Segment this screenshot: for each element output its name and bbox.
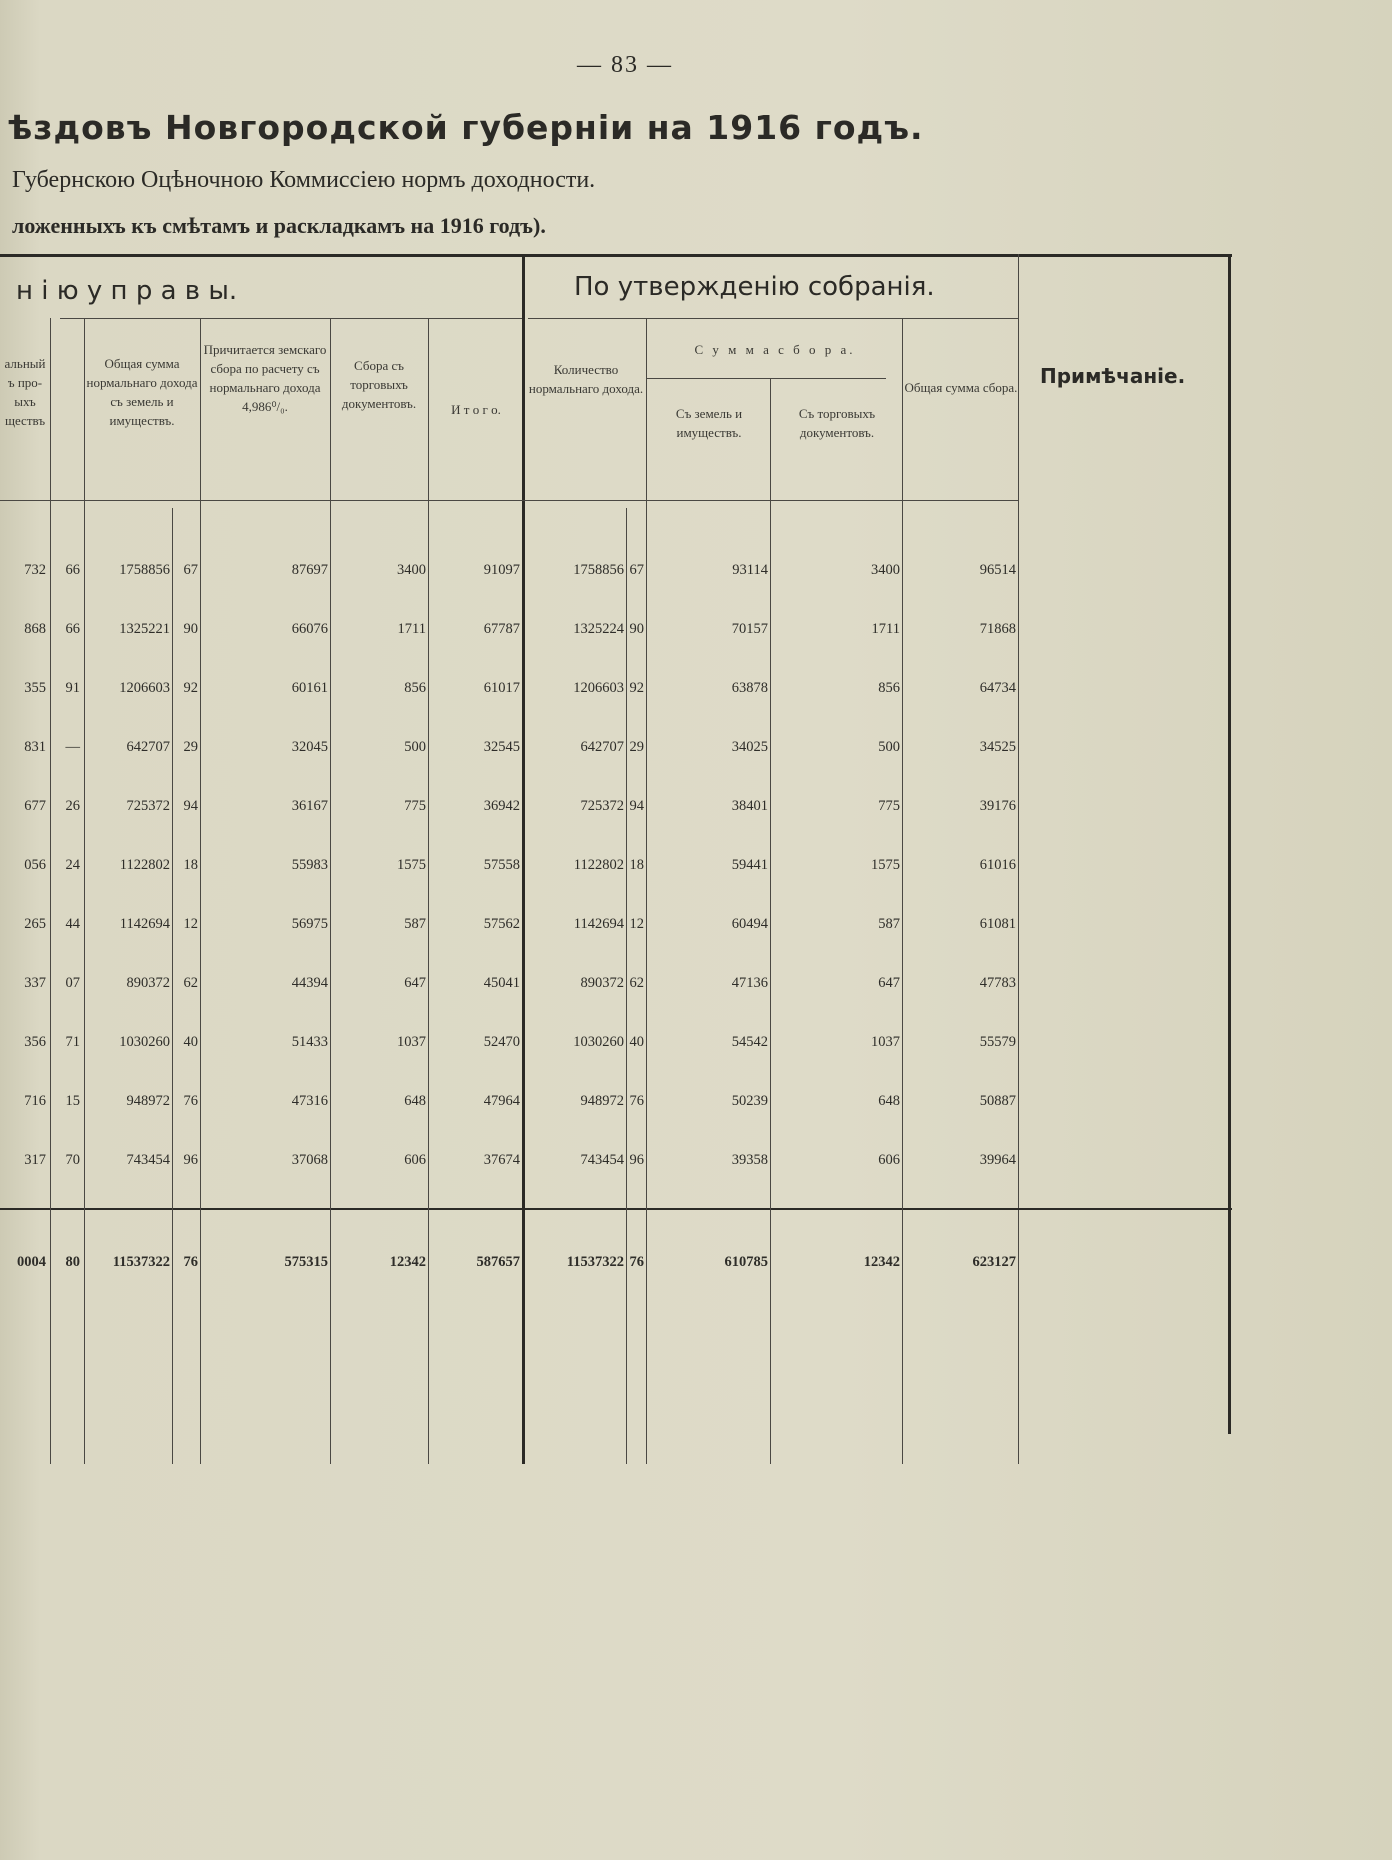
table-cell-f: 775 bbox=[404, 798, 426, 814]
table-cell-k: 647 bbox=[878, 975, 900, 991]
table-cell-h: 1122802 bbox=[573, 857, 624, 873]
table-cell-d: 67 bbox=[183, 562, 198, 578]
table-cell-k: 12342 bbox=[863, 1254, 900, 1270]
col-header-trade: Сбора съ торговыхъ документовъ. bbox=[341, 358, 417, 411]
col-header-income: Общая сумма нормальнаго дохода съ земель и имуществъ. bbox=[86, 356, 198, 428]
table-cell-l: 50887 bbox=[979, 1093, 1016, 1109]
table-cell-e: 47316 bbox=[291, 1093, 328, 1109]
table-cell-c: 11537322 bbox=[112, 1254, 170, 1270]
table-cell-b: 70 bbox=[65, 1152, 80, 1168]
table-cell-g: 91097 bbox=[483, 562, 520, 578]
table-cell-e: 60161 bbox=[291, 680, 328, 696]
table-cell-i: 67 bbox=[629, 562, 644, 578]
table-cell-a: 056 bbox=[24, 857, 46, 873]
table-cell-i: 18 bbox=[629, 857, 644, 873]
section-sobranie: По утвержденію собранія. bbox=[574, 272, 935, 302]
table-cell-g: 587657 bbox=[476, 1254, 520, 1270]
table-cell-l: 39176 bbox=[979, 798, 1016, 814]
table-cell-l: 61081 bbox=[979, 916, 1016, 932]
table-cell-d: 62 bbox=[183, 975, 198, 991]
table-cell-b: 26 bbox=[65, 798, 80, 814]
col-header-levy: Причитается земскаго сбора по расчету съ нормальнаго дохода 4,986⁰/₀. bbox=[203, 342, 327, 414]
col-rule bbox=[50, 318, 51, 1464]
table-cell-h: 1142694 bbox=[573, 916, 624, 932]
table-cell-d: 76 bbox=[183, 1093, 198, 1109]
table-cell-k: 856 bbox=[878, 680, 900, 696]
table-cell-l: 55579 bbox=[979, 1034, 1016, 1050]
table-cell-e: 66076 bbox=[291, 621, 328, 637]
col-header-0: альный ъ про- ыхъ ществъ bbox=[4, 356, 46, 428]
col-header-land: Съ земель и имуществъ. bbox=[675, 406, 743, 440]
table-cell-l: 34525 bbox=[979, 739, 1016, 755]
table-cell-b: 66 bbox=[65, 621, 80, 637]
table-cell-b: 24 bbox=[65, 857, 80, 873]
table-cell-h: 890372 bbox=[580, 975, 624, 991]
table-cell-i: 76 bbox=[629, 1093, 644, 1109]
table-cell-h: 725372 bbox=[580, 798, 624, 814]
table-cell-a: 317 bbox=[24, 1152, 46, 1168]
table-cell-g: 32545 bbox=[483, 739, 520, 755]
col-header-overall: Общая сумма сбора. bbox=[904, 380, 1018, 395]
table-cell-c: 1122802 bbox=[119, 857, 170, 873]
table-cell-b: 07 bbox=[65, 975, 80, 991]
table-cell-b: — bbox=[65, 739, 80, 755]
table-cell-k: 3400 bbox=[871, 562, 900, 578]
table-cell-a: 355 bbox=[24, 680, 46, 696]
table-cell-d: 40 bbox=[183, 1034, 198, 1050]
page-title: ѣздовъ Новгородской губерніи на 1916 годъ. bbox=[8, 108, 924, 147]
table-cell-c: 1758856 bbox=[119, 562, 170, 578]
table-cell-d: 90 bbox=[183, 621, 198, 637]
table-cell-j: 54542 bbox=[731, 1034, 768, 1050]
table-cell-a: 0004 bbox=[17, 1254, 46, 1270]
section-uprava: н і ю у п р а в ы. bbox=[16, 276, 238, 306]
table-cell-e: 55983 bbox=[291, 857, 328, 873]
revenue-table bbox=[0, 254, 1232, 1464]
table-cell-b: 15 bbox=[65, 1093, 80, 1109]
left-section-rule bbox=[60, 318, 522, 319]
table-cell-f: 1037 bbox=[397, 1034, 426, 1050]
table-top-rule bbox=[0, 254, 1232, 257]
table-cell-f: 648 bbox=[404, 1093, 426, 1109]
note-heading: Примѣчаніе. bbox=[1040, 364, 1186, 388]
table-cell-b: 80 bbox=[65, 1254, 80, 1270]
table-cell-d: 29 bbox=[183, 739, 198, 755]
col-header-sum-group: С у м м а с б о р а. bbox=[694, 342, 856, 357]
table-cell-b: 91 bbox=[65, 680, 80, 696]
table-cell-d: 18 bbox=[183, 857, 198, 873]
page-subtitle-2: ложенныхъ къ смѣтамъ и раскладкамъ на 1916 годъ). bbox=[12, 213, 546, 238]
table-cell-f: 587 bbox=[404, 916, 426, 932]
table-cell-c: 1142694 bbox=[119, 916, 170, 932]
col-header-trade-docs: Съ торговыхъ документовъ. bbox=[798, 406, 876, 440]
table-cell-c: 1325221 bbox=[119, 621, 170, 637]
table-cell-d: 92 bbox=[183, 680, 198, 696]
table-cell-k: 500 bbox=[878, 739, 900, 755]
section-divider-rule bbox=[522, 254, 525, 1464]
page-subtitle: Губернскою Оцѣночною Коммиссіею нормъ доходности. bbox=[12, 167, 596, 193]
table-right-rule bbox=[1228, 254, 1231, 1434]
table-cell-l: 47783 bbox=[979, 975, 1016, 991]
table-cell-j: 47136 bbox=[731, 975, 768, 991]
table-cell-h: 1030260 bbox=[573, 1034, 624, 1050]
table-cell-h: 1325224 bbox=[573, 621, 624, 637]
col-rule bbox=[84, 318, 85, 1464]
col-rule bbox=[200, 318, 201, 1464]
table-cell-b: 66 bbox=[65, 562, 80, 578]
table-cell-i: 92 bbox=[629, 680, 644, 696]
table-cell-j: 70157 bbox=[731, 621, 768, 637]
table-cell-h: 642707 bbox=[580, 739, 624, 755]
table-cell-e: 56975 bbox=[291, 916, 328, 932]
table-cell-g: 47964 bbox=[483, 1093, 520, 1109]
table-cell-c: 743454 bbox=[126, 1152, 170, 1168]
col-rule bbox=[770, 378, 771, 1464]
table-cell-l: 61016 bbox=[979, 857, 1016, 873]
table-cell-c: 725372 bbox=[126, 798, 170, 814]
right-section-rule bbox=[528, 318, 1018, 319]
table-cell-e: 575315 bbox=[284, 1254, 328, 1270]
table-cell-b: 71 bbox=[65, 1034, 80, 1050]
table-cell-i: 12 bbox=[629, 916, 644, 932]
table-cell-k: 1711 bbox=[871, 621, 900, 637]
table-cell-f: 12342 bbox=[389, 1254, 426, 1270]
table-cell-d: 12 bbox=[183, 916, 198, 932]
table-cell-c: 890372 bbox=[126, 975, 170, 991]
table-cell-g: 57562 bbox=[483, 916, 520, 932]
table-cell-g: 37674 bbox=[483, 1152, 520, 1168]
table-cell-l: 71868 bbox=[979, 621, 1016, 637]
table-cell-a: 868 bbox=[24, 621, 46, 637]
header-bottom-rule bbox=[0, 500, 1018, 501]
table-cell-e: 32045 bbox=[291, 739, 328, 755]
table-cell-k: 1575 bbox=[871, 857, 900, 873]
table-cell-f: 647 bbox=[404, 975, 426, 991]
table-cell-i: 62 bbox=[629, 975, 644, 991]
table-cell-l: 39964 bbox=[979, 1152, 1016, 1168]
table-cell-d: 96 bbox=[183, 1152, 198, 1168]
table-cell-j: 39358 bbox=[731, 1152, 768, 1168]
total-rule bbox=[0, 1208, 1232, 1210]
table-cell-g: 67787 bbox=[483, 621, 520, 637]
table-cell-i: 90 bbox=[629, 621, 644, 637]
table-cell-i: 40 bbox=[629, 1034, 644, 1050]
table-cell-g: 61017 bbox=[483, 680, 520, 696]
table-cell-f: 856 bbox=[404, 680, 426, 696]
table-cell-h: 948972 bbox=[580, 1093, 624, 1109]
table-cell-k: 1037 bbox=[871, 1034, 900, 1050]
col-rule bbox=[646, 318, 647, 1464]
table-cell-l: 96514 bbox=[979, 562, 1016, 578]
table-cell-g: 45041 bbox=[483, 975, 520, 991]
page-number: — 83 — bbox=[577, 52, 673, 78]
table-cell-a: 265 bbox=[24, 916, 46, 932]
table-cell-a: 337 bbox=[24, 975, 46, 991]
table-cell-g: 36942 bbox=[483, 798, 520, 814]
table-cell-h: 11537322 bbox=[566, 1254, 624, 1270]
table-cell-j: 38401 bbox=[731, 798, 768, 814]
table-cell-k: 587 bbox=[878, 916, 900, 932]
table-cell-f: 3400 bbox=[397, 562, 426, 578]
table-cell-g: 52470 bbox=[483, 1034, 520, 1050]
table-cell-j: 59441 bbox=[731, 857, 768, 873]
col-rule bbox=[902, 318, 903, 1464]
table-cell-j: 34025 bbox=[731, 739, 768, 755]
table-cell-i: 96 bbox=[629, 1152, 644, 1168]
table-cell-a: 831 bbox=[24, 739, 46, 755]
table-cell-h: 1758856 bbox=[573, 562, 624, 578]
table-cell-k: 775 bbox=[878, 798, 900, 814]
col-rule bbox=[172, 508, 173, 1464]
table-cell-j: 93114 bbox=[732, 562, 768, 578]
table-cell-k: 606 bbox=[878, 1152, 900, 1168]
table-cell-a: 716 bbox=[24, 1093, 46, 1109]
table-cell-e: 37068 bbox=[291, 1152, 328, 1168]
table-cell-f: 500 bbox=[404, 739, 426, 755]
table-cell-l: 64734 bbox=[979, 680, 1016, 696]
table-cell-h: 1206603 bbox=[573, 680, 624, 696]
table-cell-j: 610785 bbox=[724, 1254, 768, 1270]
table-cell-a: 732 bbox=[24, 562, 46, 578]
note-divider-rule bbox=[1018, 254, 1019, 1464]
table-cell-f: 606 bbox=[404, 1152, 426, 1168]
table-cell-c: 1206603 bbox=[119, 680, 170, 696]
table-cell-d: 94 bbox=[183, 798, 198, 814]
table-cell-g: 57558 bbox=[483, 857, 520, 873]
table-cell-e: 51433 bbox=[291, 1034, 328, 1050]
table-cell-f: 1711 bbox=[397, 621, 426, 637]
col-rule bbox=[428, 318, 429, 1464]
table-cell-d: 76 bbox=[183, 1254, 198, 1270]
table-cell-c: 1030260 bbox=[119, 1034, 170, 1050]
table-cell-i: 29 bbox=[629, 739, 644, 755]
table-cell-j: 60494 bbox=[731, 916, 768, 932]
table-cell-j: 63878 bbox=[731, 680, 768, 696]
table-cell-c: 948972 bbox=[126, 1093, 170, 1109]
sum-group-rule bbox=[646, 378, 886, 379]
col-rule bbox=[330, 318, 331, 1464]
table-cell-c: 642707 bbox=[126, 739, 170, 755]
table-cell-e: 44394 bbox=[291, 975, 328, 991]
table-cell-l: 623127 bbox=[972, 1254, 1016, 1270]
table-cell-h: 743454 bbox=[580, 1152, 624, 1168]
table-cell-i: 76 bbox=[629, 1254, 644, 1270]
table-cell-e: 36167 bbox=[291, 798, 328, 814]
table-cell-b: 44 bbox=[65, 916, 80, 932]
table-cell-k: 648 bbox=[878, 1093, 900, 1109]
table-cell-f: 1575 bbox=[397, 857, 426, 873]
table-cell-e: 87697 bbox=[291, 562, 328, 578]
table-cell-a: 356 bbox=[24, 1034, 46, 1050]
col-header-normal-income: Количество нормальнаго дохода. bbox=[528, 362, 644, 396]
col-rule bbox=[626, 508, 627, 1464]
table-cell-i: 94 bbox=[629, 798, 644, 814]
col-header-total: И т о г о. bbox=[451, 402, 501, 417]
table-cell-j: 50239 bbox=[731, 1093, 768, 1109]
table-cell-a: 677 bbox=[24, 798, 46, 814]
